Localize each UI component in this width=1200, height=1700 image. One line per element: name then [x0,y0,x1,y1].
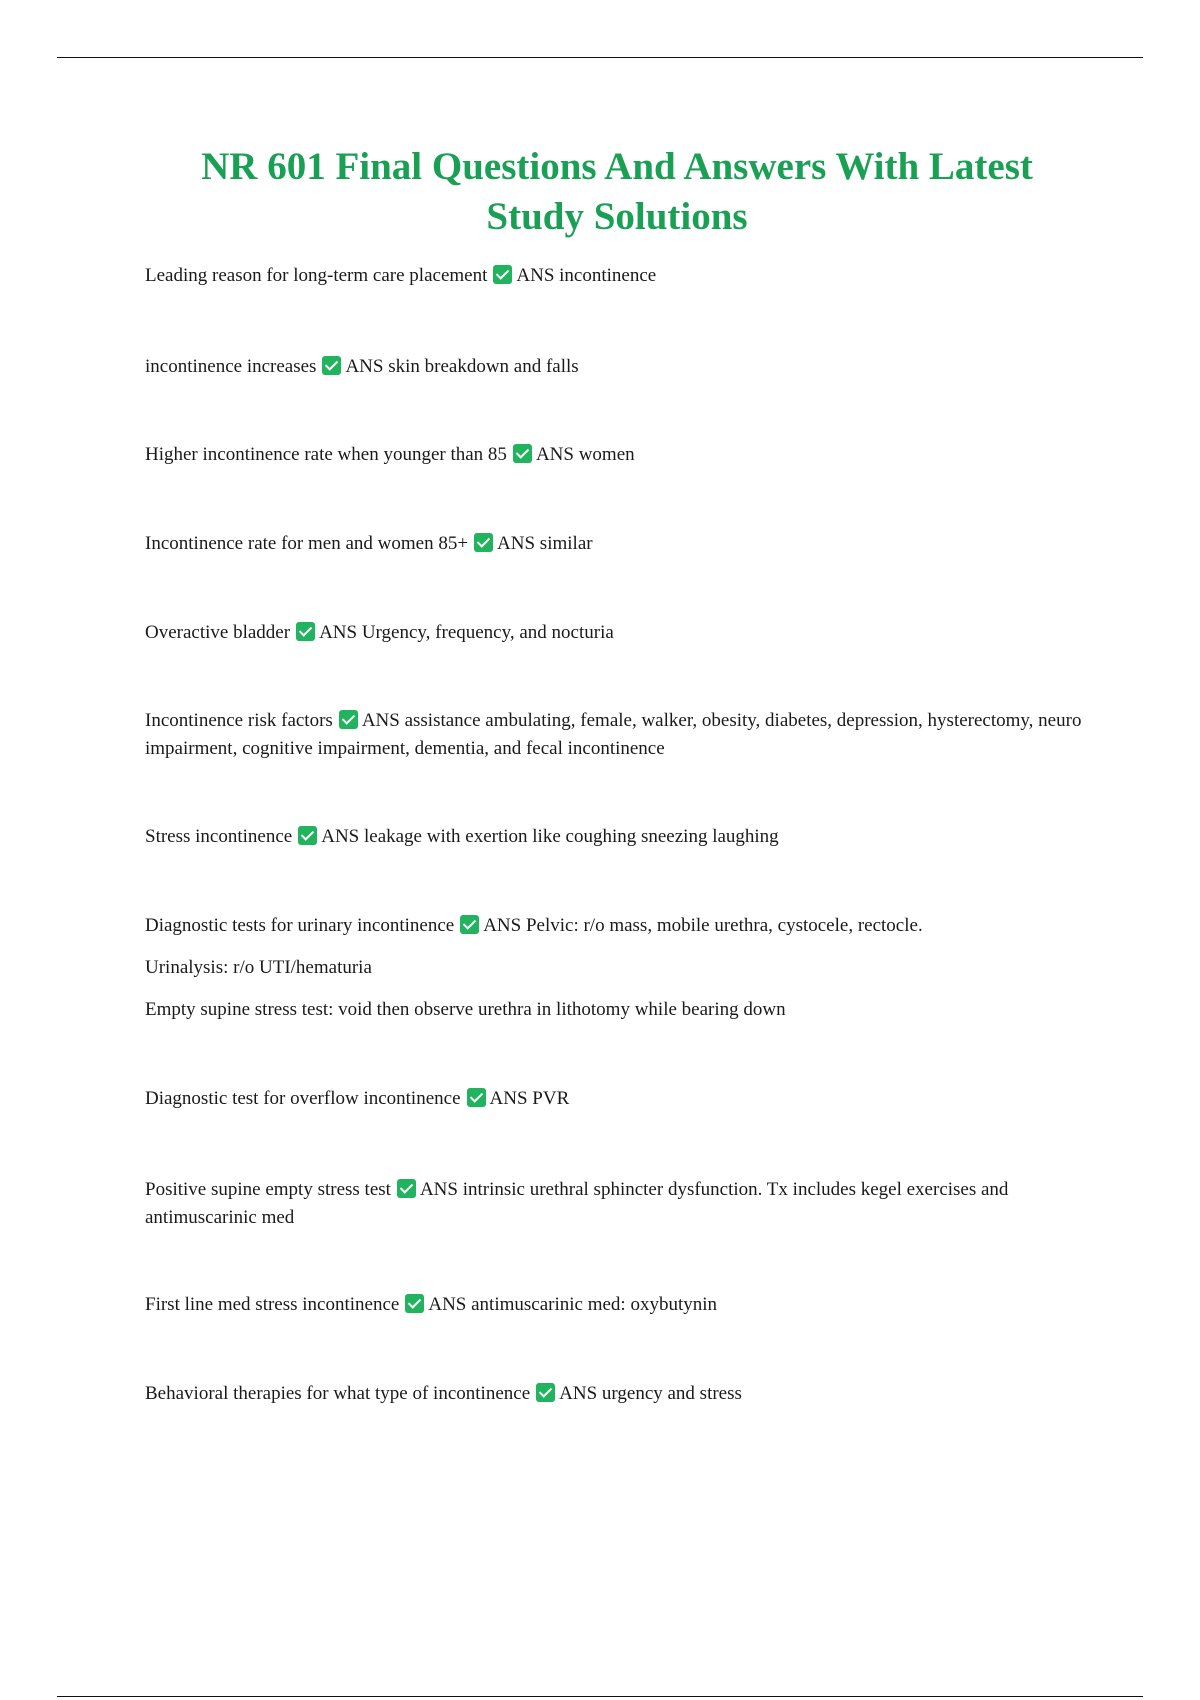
answer-text: ANS incontinence [516,265,657,286]
page-title: NR 601 Final Questions And Answers With Latest Study Solutions [201,145,1033,238]
qa-line [145,823,1085,851]
qa-line [145,530,1085,558]
check-mark-icon [339,710,358,729]
answer-text: ANS assistance ambulating, female, walker, obesity, diabetes, depression, hysterectomy, neuro impairment, cognitive impairment, dementia, and fecal incontinence [145,710,1082,759]
qa-item-6 [145,707,1085,763]
question-text: Overactive bladder [145,622,291,643]
check-mark-icon [322,356,341,375]
answer-continuation: Empty supine stress test: void then observe urethra in lithotomy while bearing down [145,999,786,1020]
top-rule [57,57,1143,58]
answer-text: ANS intrinsic urethral sphincter dysfunction. Tx includes kegel exercises and antimuscarinic med [145,1179,1009,1228]
qa-line [145,1176,1085,1232]
qa-item-5 [145,619,1085,647]
check-mark-icon [513,444,532,463]
qa-line [145,912,1085,940]
answer-text: ANS women [535,444,635,465]
answer-text: ANS Urgency, frequency, and nocturia [319,622,614,643]
check-mark-icon [298,826,317,845]
question-text: Diagnostic test for overflow incontinence [145,1088,461,1109]
check-mark-icon [536,1383,555,1402]
qa-item-2 [145,353,1085,381]
qa-line [145,619,1085,647]
qa-item-7 [145,823,1085,851]
answer-text: ANS urgency and stress [559,1383,742,1404]
qa-item-11 [145,1291,1085,1319]
question-text: Diagnostic tests for urinary incontinence [145,915,455,936]
check-mark-icon [460,915,479,934]
qa-line [145,441,1085,469]
check-mark-icon [474,533,493,552]
check-mark-icon [296,622,315,641]
question-text: First line med stress incontinence [145,1294,400,1315]
answer-text: ANS PVR [489,1088,570,1109]
answer-continuation: Urinalysis: r/o UTI/hematuria [145,957,372,978]
qa-item-10 [145,1176,1085,1232]
question-text: Incontinence rate for men and women 85+ [145,533,469,554]
check-mark-icon [397,1179,416,1198]
check-mark-icon [405,1294,424,1313]
qa-line [145,1380,1085,1408]
qa-item-4 [145,530,1085,558]
qa-line [145,353,1085,381]
answer-text: ANS skin breakdown and falls [345,356,579,377]
question-text: Leading reason for long-term care placement [145,265,488,286]
qa-item-12 [145,1380,1085,1408]
qa-line [145,1291,1085,1319]
question-text: Stress incontinence [145,826,293,847]
question-text: Incontinence risk factors [145,710,333,731]
question-text: Behavioral therapies for what type of incontinence [145,1383,531,1404]
answer-text: ANS Pelvic: r/o mass, mobile urethra, cystocele, rectocle. [483,915,923,936]
qa-item-8 [145,912,1085,1024]
qa-item-3 [145,441,1085,469]
bottom-rule [57,1696,1143,1697]
qa-line [145,707,1085,763]
question-text: incontinence increases [145,356,317,377]
question-text: Higher incontinence rate when younger than 85 [145,444,507,465]
qa-item-1 [145,262,1085,290]
question-text: Positive supine empty stress test [145,1179,391,1200]
qa-item-9 [145,1085,1085,1113]
answer-text: ANS antimuscarinic med: oxybutynin [428,1294,717,1315]
qa-line [145,262,1085,290]
qa-line [145,1085,1085,1113]
check-mark-icon [467,1088,486,1107]
check-mark-icon [493,265,512,284]
answer-text: ANS similar [497,533,593,554]
answer-text: ANS leakage with exertion like coughing sneezing laughing [321,826,779,847]
